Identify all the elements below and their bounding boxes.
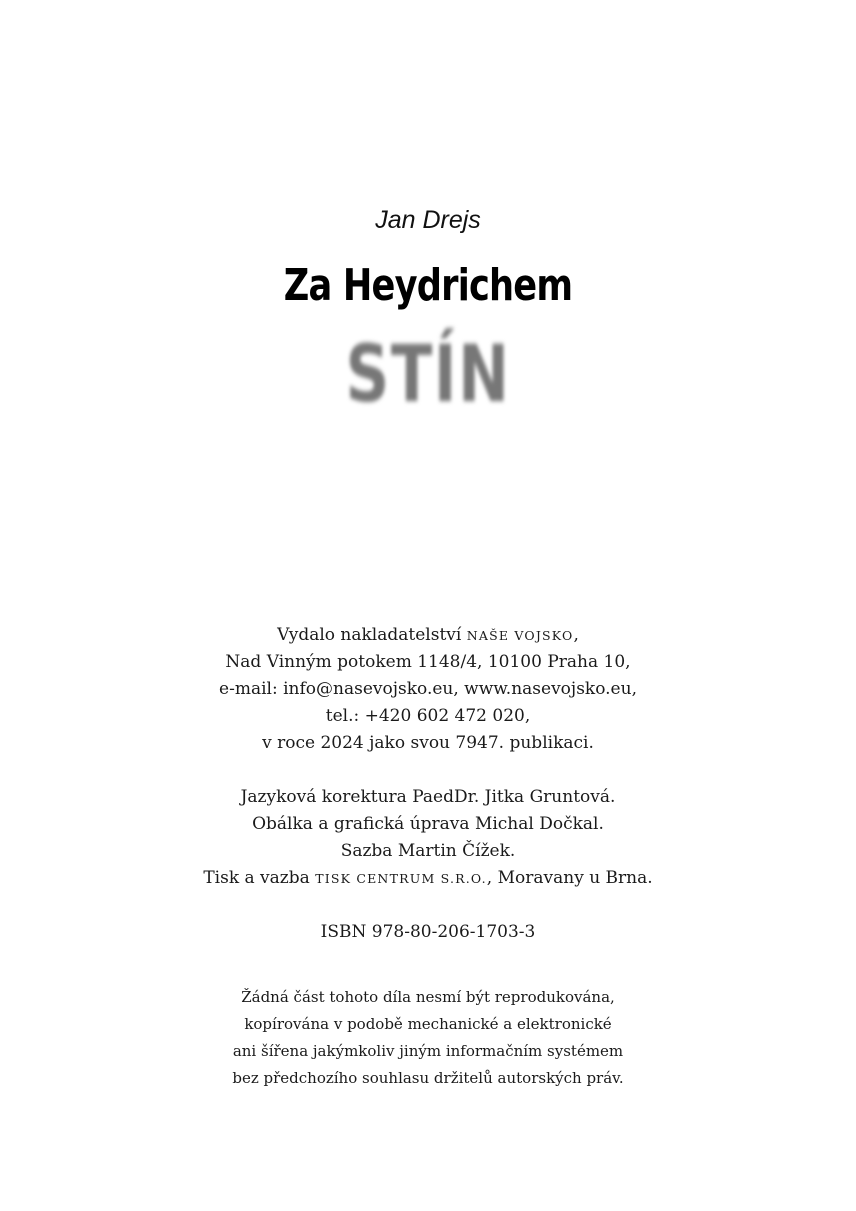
credit-typesetting: Sazba Martin Čížek. [340,841,516,861]
publisher-address: Nad Vinným potokem 1148/4, 10100 Praha 10, [225,652,631,672]
publisher-line-1 [0,622,856,649]
publication-year: v roce 2024 jako svou 7947. publikaci. [262,733,594,753]
publisher-name: NAŠE VOJSKO [466,628,574,643]
book-subtitle: STÍN [345,330,511,420]
publisher-suffix: , [573,625,579,645]
credit-proofreading: Jazyková korektura PaedDr. Jitka Gruntová. [240,787,616,807]
notice-line: ani šířena jakýmkoliv jiným informačním systémem [232,1042,624,1060]
imprint-block [0,622,856,946]
print-prefix: Tisk a vazba [203,868,316,888]
copyright-notice [0,984,856,1092]
printer-name: TISK CENTRUM S.R.O. [315,871,487,886]
isbn: ISBN 978-80-206-1703-3 [320,922,536,942]
notice-line: kopírována v podobě mechanické a elektronické [244,1015,612,1033]
credit-printing [0,865,856,892]
print-suffix: , Moravany u Brna. [486,868,653,888]
notice-line: bez předchozího souhlasu držitelů autorských práv. [232,1069,624,1087]
credit-cover: Obálka a grafická úprava Michal Dočkal. [252,814,604,834]
notice-line: Žádná část tohoto díla nesmí být reprodukována, [241,988,615,1006]
publisher-prefix: Vydalo nakladatelství [277,625,467,645]
publisher-contact: e-mail: info@nasevojsko.eu, www.nasevojsko.eu, [219,679,637,699]
book-title: Za Heydrichem [283,260,573,311]
publisher-phone: tel.: +420 602 472 020, [325,706,531,726]
author-name: Jan Drejs [375,206,481,234]
